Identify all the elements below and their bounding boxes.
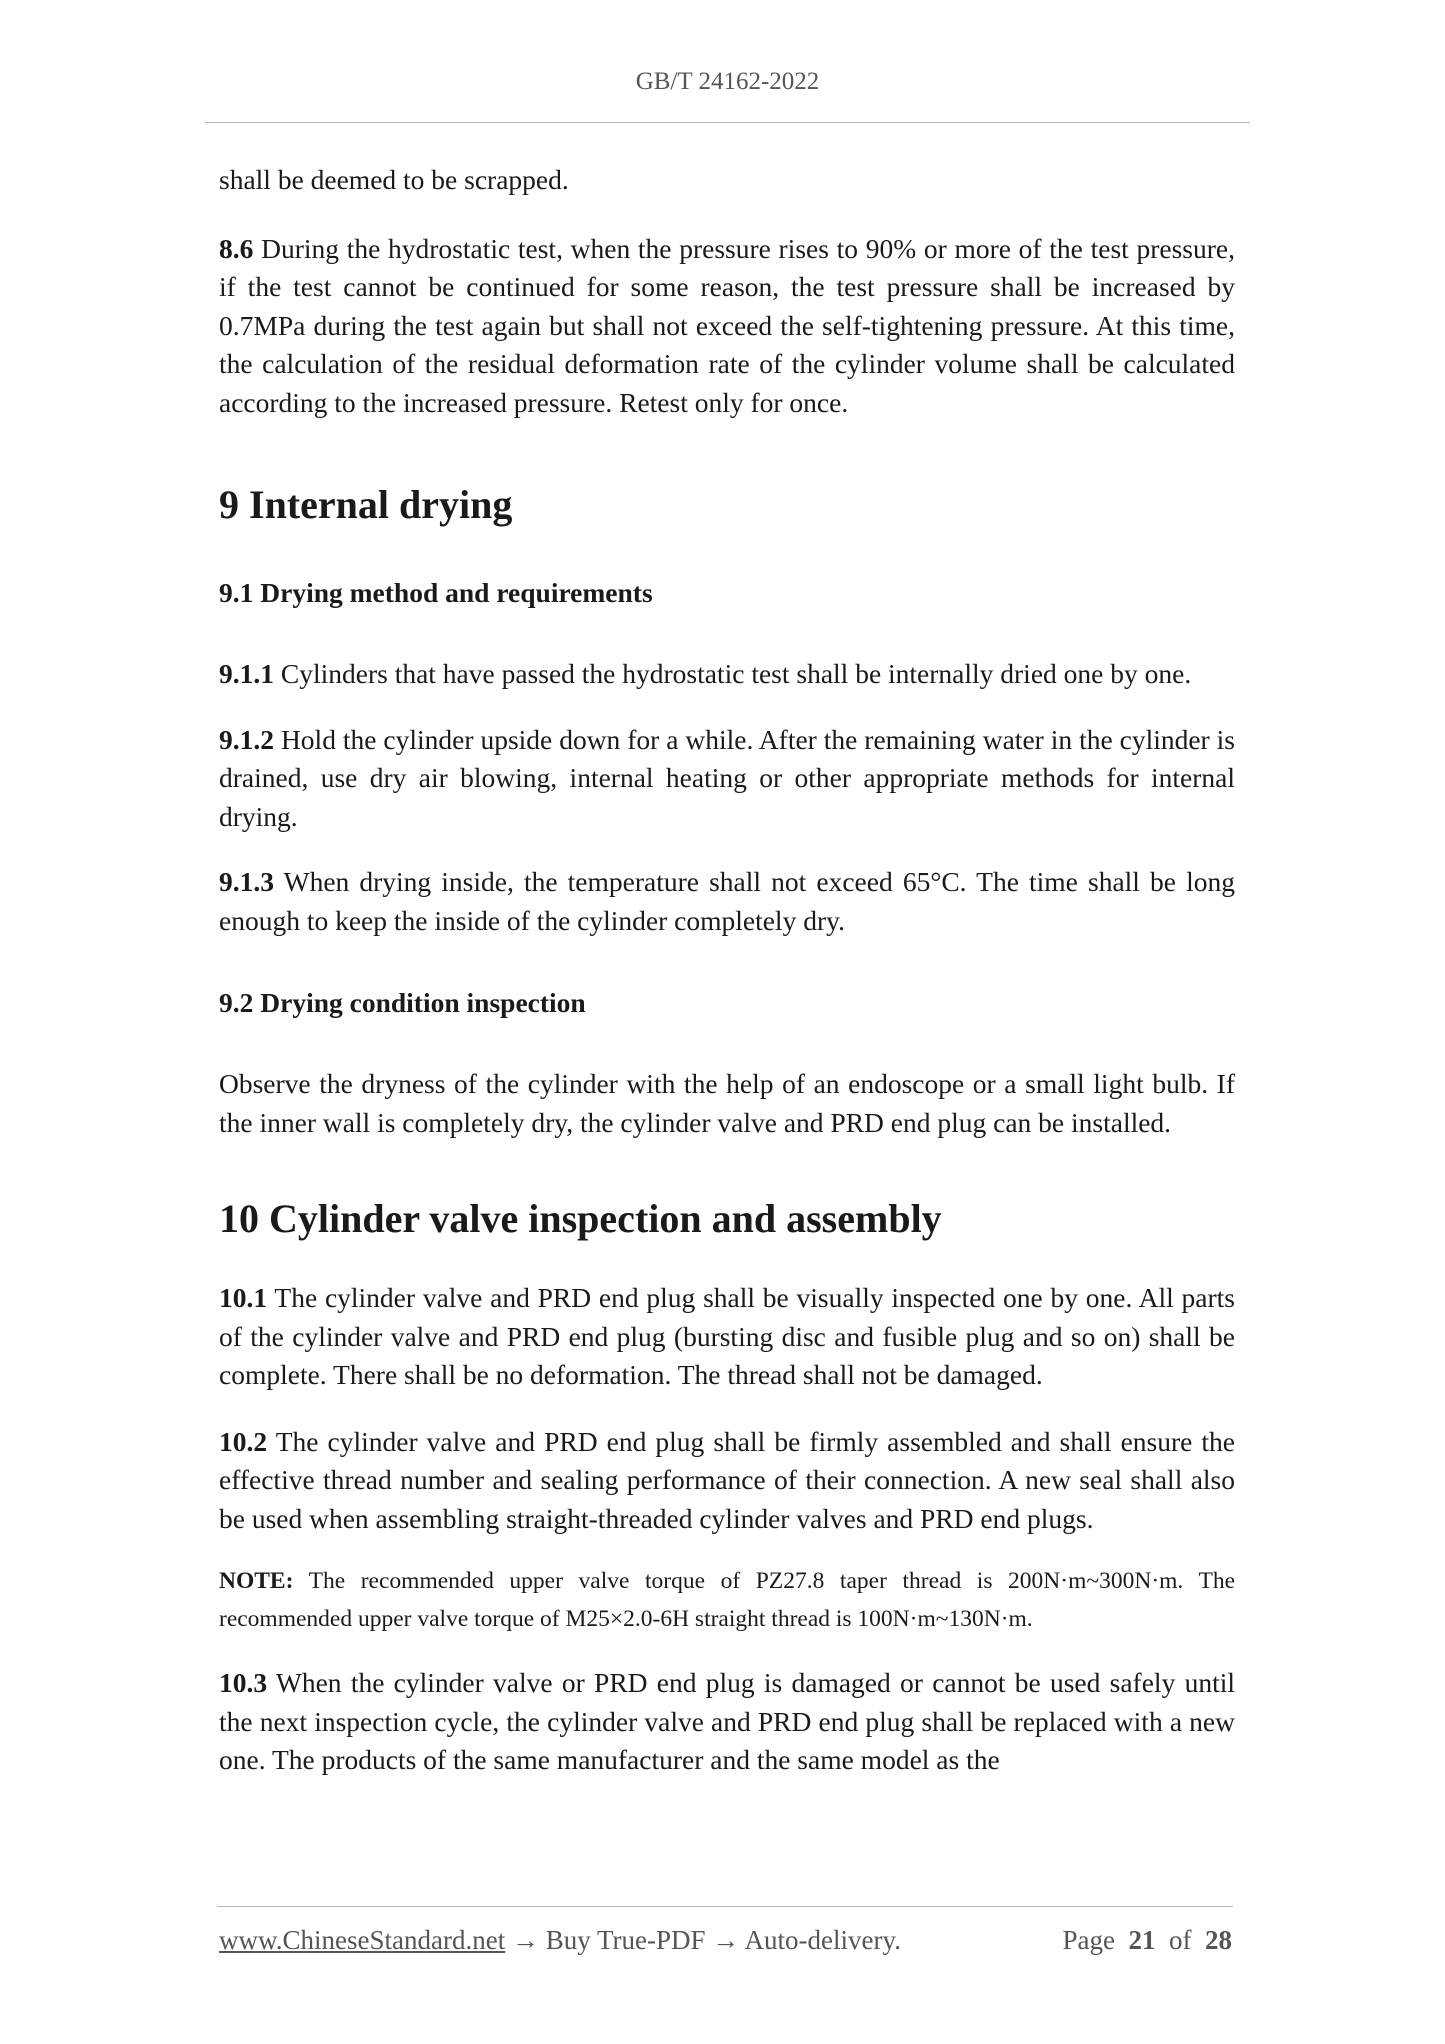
clause-text: Hold the cylinder upside down for a while. After the remaining water in the cylinder is drained, use dry air blowing, internal heating or other appropriate methods for internal drying.: [219, 723, 1235, 832]
clause-number: 9.1.3: [219, 866, 274, 897]
clause-number: 10.1: [219, 1282, 268, 1313]
clause-number: 9.1.2: [219, 723, 274, 755]
page-word: Page: [1062, 1925, 1115, 1955]
subsection-9-1-heading: 9.1 Drying method and requirements: [219, 577, 653, 608]
subsection-9-2-heading: 9.2 Drying condition inspection: [219, 987, 586, 1018]
clause-number: 9.1.1: [219, 658, 274, 689]
footer-promo: [219, 1925, 901, 1956]
page-footer: [219, 1925, 1235, 1956]
note-text: The recommended upper valve torque of PZ27.8 taper thread is 200N·m~300N·m. The recommended upper valve torque of M25×2.0-6H straight thread is 100N·m~130N·m.: [219, 1568, 1235, 1632]
website-link[interactable]: www.ChineseStandard.net: [219, 1925, 506, 1955]
buy-text: Buy True-PDF: [545, 1925, 706, 1955]
clause-text: When drying inside, the temperature shall not exceed 65°C. The time shall be long enough to keep the inside of the cylinder completely dry.: [219, 866, 1235, 936]
clause-10-3: [219, 1664, 1235, 1780]
page-current: 21: [1128, 1925, 1156, 1955]
arrow-icon: →: [705, 1925, 745, 1955]
page-total: 28: [1205, 1925, 1232, 1955]
paragraph-text: shall be deemed to be scrapped.: [219, 164, 569, 195]
clause-9-1-2: [219, 721, 1235, 837]
document-body: [219, 158, 1235, 1780]
clause-text: The cylinder valve and PRD end plug shall be firmly assembled and shall ensure the effective thread number and sealing performance of their connection. A new seal shall also be used when assembling straight-threaded cylinder valves and PRD end plugs.: [219, 1425, 1235, 1534]
clause-number: 8.6: [219, 232, 254, 264]
clause-number: 10.3: [219, 1667, 268, 1698]
section-9-heading: 9 Internal drying: [219, 482, 513, 527]
page-number: [1063, 1925, 1232, 1956]
clause-10-1: [219, 1279, 1235, 1395]
header-divider: [205, 122, 1250, 123]
delivery-text: Auto-delivery.: [744, 1925, 901, 1955]
arrow-icon: →: [505, 1925, 546, 1955]
clause-text: When the cylinder valve or PRD end plug is damaged or cannot be used safely until the next inspection cycle, the cylinder valve and PRD end plug shall be replaced with a new one. The products of the same manufacturer and the same model as the: [219, 1667, 1235, 1775]
paragraph-9-2: [219, 1065, 1235, 1142]
clause-9-1-1: [219, 655, 1235, 694]
clause-10-2: [219, 1423, 1235, 1539]
note-paragraph: [219, 1562, 1235, 1638]
clause-text: The cylinder valve and PRD end plug shall be visually inspected one by one. All parts of the cylinder valve and PRD end plug (bursting disc and fusible plug and so on) shall be complete. There shall be no deformation. The thread shall not be damaged.: [219, 1282, 1235, 1390]
clause-8-6: [219, 230, 1235, 423]
clause-number: 10.2: [219, 1425, 268, 1457]
footer-divider: [217, 1906, 1233, 1907]
note-label: NOTE:: [219, 1568, 294, 1594]
section-10-heading: 10 Cylinder valve inspection and assembly: [219, 1196, 942, 1241]
clause-text: During the hydrostatic test, when the pressure rises to 90% or more of the test pressure, if the test cannot be continued for some reason, the test pressure shall be increased by 0.7MPa during the test again but shall not exceed the self-tightening pressure. At this time, the calculation of the residual deformation rate of the cylinder volume shall be calculated according to the increased pressure. Retest only for once.: [219, 232, 1235, 418]
paragraph-continuation: [219, 161, 1235, 200]
of-word: of: [1169, 1925, 1192, 1955]
clause-9-1-3: [219, 863, 1235, 940]
paragraph-text: Observe the dryness of the cylinder with the help of an endoscope or a small light bulb. If the inner wall is completely dry, the cylinder valve and PRD end plug can be installed.: [219, 1068, 1235, 1138]
clause-text: Cylinders that have passed the hydrostatic test shall be internally dried one by one.: [274, 658, 1192, 689]
page-header: GB/T 24162-2022: [635, 68, 820, 95]
